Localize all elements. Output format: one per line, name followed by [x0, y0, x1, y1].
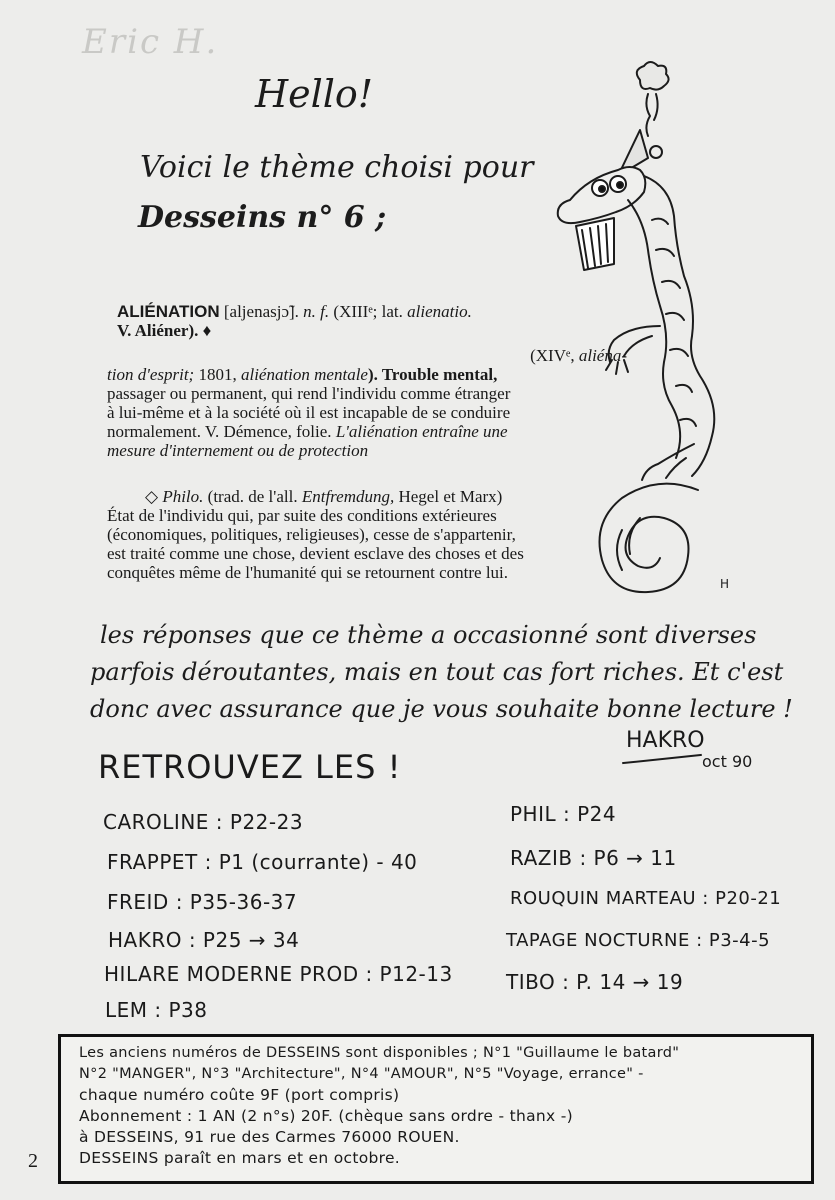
responses-line-3: donc avec assurance que je vous souhaite bonne lecture ! [90, 695, 793, 723]
responses-line-2: parfois déroutantes, mais en tout cas fort riches. Et c'est [90, 658, 784, 686]
contributor-right-5: TIBO : P. 14 → 19 [506, 970, 684, 994]
responses-paragraph [90, 617, 800, 728]
info-line-3: chaque numéro coûte 9F (port compris) [79, 1086, 400, 1104]
philo-authors: Hegel et Marx) [398, 487, 503, 506]
contributor-left-2: FRAPPET : P1 (courrante) - 40 [107, 850, 418, 874]
sense1-date: (XIVᵉ, [530, 346, 575, 365]
info-line-5: à DESSEINS, 91 rue des Carmes 76000 ROUEN. [79, 1128, 460, 1146]
info-line-6: DESSEINS paraît en mars et en octobre. [79, 1149, 401, 1167]
sense1-term-2: tion d'esprit; [107, 365, 195, 384]
info-line-2: N°2 "MANGER", N°3 "Architecture", N°4 "AMOUR", N°5 "Voyage, errance" - [79, 1066, 644, 1082]
philo-diamond-icon: ◇ [145, 487, 159, 506]
philo-trad: (trad. de l'all. [207, 487, 298, 506]
signature-underline [622, 754, 702, 764]
part-of-speech: n. f. [303, 302, 330, 321]
sense1-date-2: 1801, [198, 365, 237, 384]
responses-line-1: les réponses que ce thème a occasionné sont diverses [100, 621, 757, 649]
see-ref: V. Aliéner). [117, 321, 199, 340]
diamond-icon: ♦ [202, 321, 212, 340]
origin-latin: alienatio. [407, 302, 472, 321]
contributors-heading: RETROUVEZ LES ! [98, 748, 402, 786]
sense1-example-2: mesure d'internement ou de protection [107, 441, 369, 460]
sense1-line-3: passager ou permanent, qui rend l'individu comme étranger [107, 384, 511, 403]
intro-line-2: Desseins n° 6 ; [138, 200, 387, 235]
page-number: 2 [28, 1150, 38, 1172]
philo-german: Entfremdung, [301, 487, 395, 506]
contributor-left-6: LEM : P38 [105, 998, 208, 1022]
dragon-illustration [548, 60, 763, 600]
sense1-term-3: aliénation mentale [240, 365, 368, 384]
contributor-right-4: TAPAGE NOCTURNE : P3-4-5 [506, 930, 771, 951]
greeting: Hello! [255, 72, 374, 116]
sense1-line-4: à lui-même et à la société où il est incapable de se conduire [107, 403, 511, 422]
contributor-left-1: CAROLINE : P22-23 [103, 810, 304, 834]
philo-label: Philo. [162, 487, 204, 506]
signature-name: HAKRO [626, 728, 705, 753]
contributor-left-4: HAKRO : P25 → 34 [108, 928, 300, 952]
contributor-right-3: ROUQUIN MARTEAU : P20-21 [510, 888, 782, 909]
sense1-term: aliéna- [578, 346, 627, 365]
signature-date: oct 90 [702, 752, 753, 771]
contributor-left-5: HILARE MODERNE PROD : P12-13 [104, 962, 453, 986]
contributor-left-3: FREID : P35-36-37 [107, 890, 298, 914]
info-line-4: Abonnement : 1 AN (2 n°s) 20F. (chèque sans ordre - thanx -) [79, 1107, 573, 1125]
philo-line-4: est traité comme une chose, devient esclave des choses et des [107, 544, 524, 563]
phonetic: [aljenasjɔ̃]. [223, 302, 299, 321]
contributor-right-1: PHIL : P24 [510, 802, 617, 826]
pencil-note: Eric H. [82, 22, 219, 62]
philo-line-2: État de l'individu qui, par suite des conditions extérieures [107, 506, 497, 525]
origin: (XIIIᵉ; lat. [333, 302, 403, 321]
sense1-example: L'aliénation entraîne une [335, 422, 508, 441]
intro-line-1: Voici le thème choisi pour [140, 150, 534, 185]
sense1-see: normalement. V. Démence, folie. [107, 422, 332, 441]
illustration-initials: H [720, 577, 730, 591]
info-box [58, 1034, 814, 1184]
info-line-1: Les anciens numéros de DESSEINS sont disponibles ; N°1 "Guillaume le batard" [79, 1045, 680, 1061]
contributor-right-2: RAZIB : P6 → 11 [510, 846, 677, 870]
headword: ALIÉNATION [117, 302, 220, 321]
philo-line-5: conquêtes même de l'humanité qui se retournent contre lui. [107, 563, 509, 582]
philo-line-3: (économiques, politiques, religieuses), cesse de s'appartenir, [107, 525, 516, 544]
sense1-def: ). Trouble mental, [367, 365, 498, 384]
